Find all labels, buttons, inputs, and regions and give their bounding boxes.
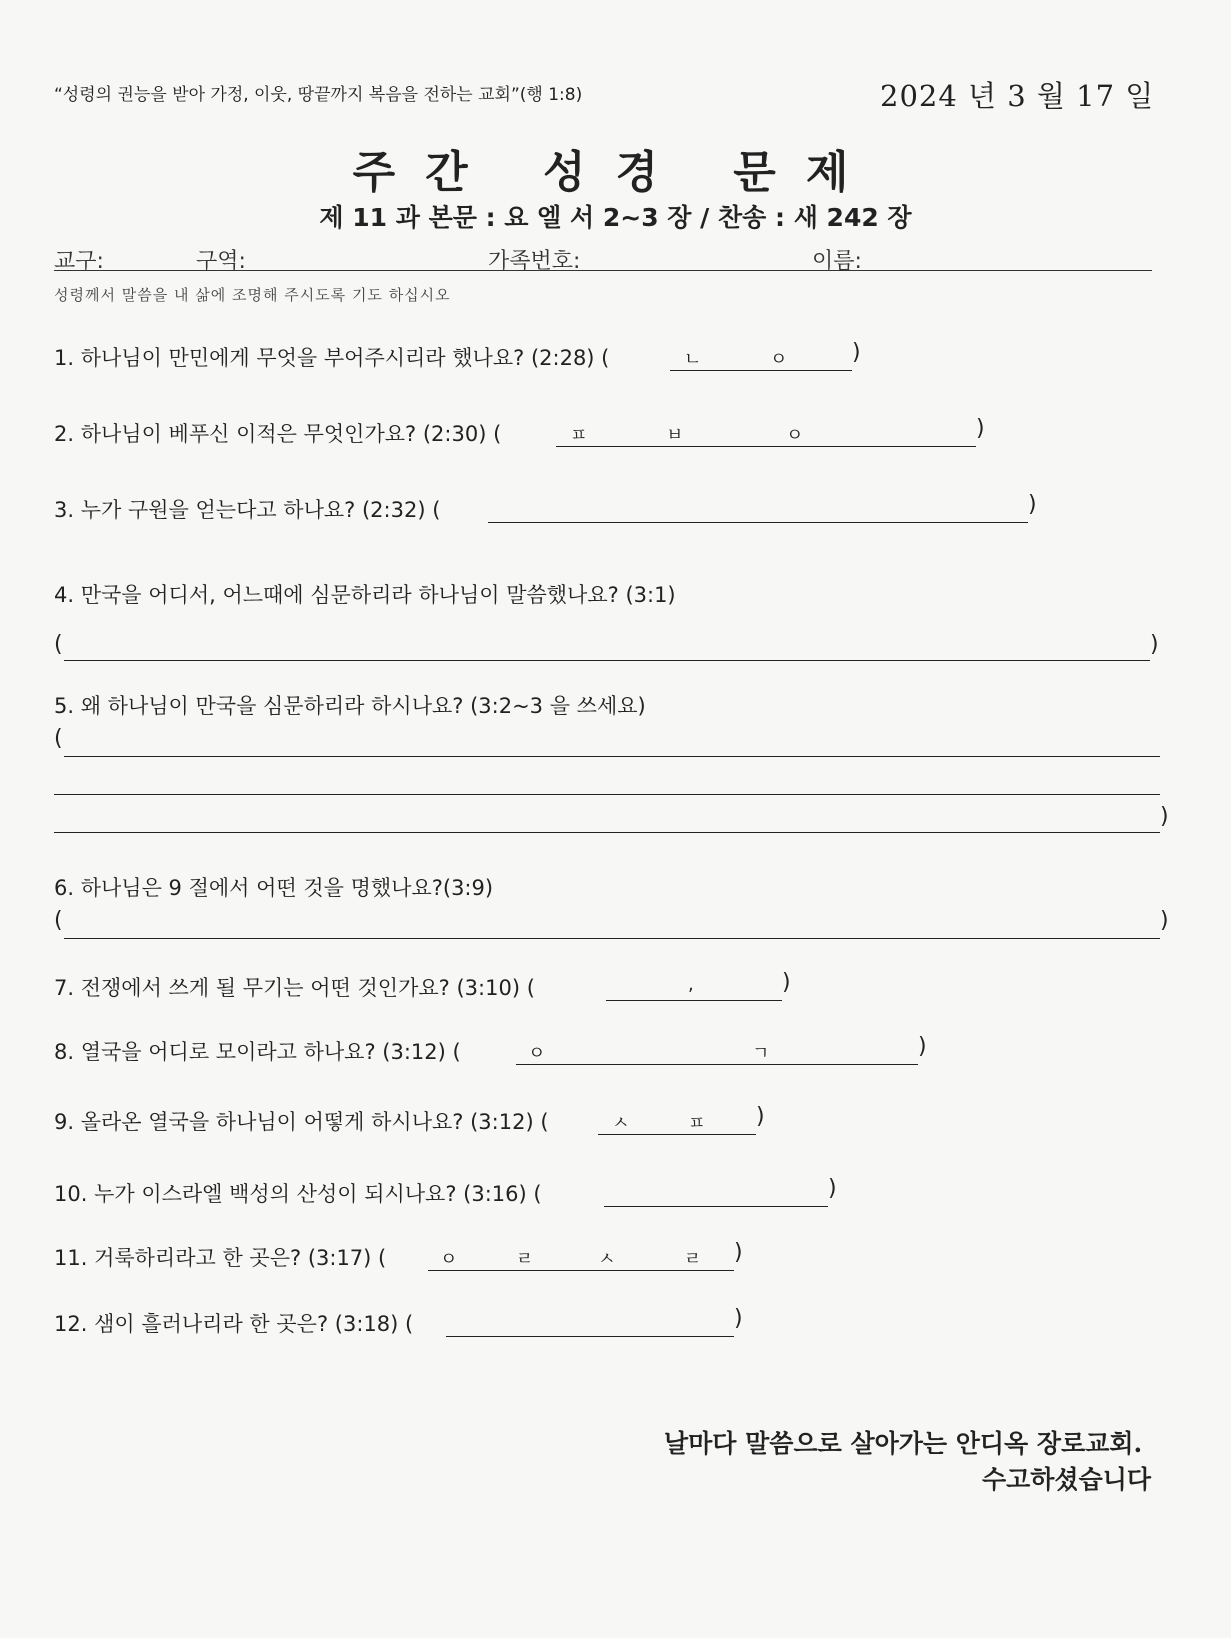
- hint-9-b: ㅍ: [688, 1113, 706, 1134]
- thanks-message: 수고하셨습니다: [982, 1465, 1152, 1494]
- answer-blank-10[interactable]: [604, 1184, 828, 1207]
- hint-2-b: ㅂ: [666, 425, 684, 446]
- answer-blank-3[interactable]: [488, 500, 1028, 523]
- question-9: 9. 올라온 열국을 하나님이 어떻게 하시나요? (3:12) (: [54, 1110, 549, 1134]
- close-paren-1: ): [852, 340, 861, 365]
- question-4: 4. 만국을 어디서, 어느때에 심문하리라 하나님이 말씀했나요? (3:1): [54, 583, 676, 607]
- question-3: 3. 누가 구원을 얻는다고 하나요? (2:32) (: [54, 498, 441, 522]
- hint-1-b: ㅇ: [770, 349, 788, 370]
- close-paren-5: ): [1160, 804, 1169, 829]
- hint-2-a: ㅍ: [570, 425, 588, 446]
- answer-blank-8[interactable]: [516, 1042, 918, 1065]
- page-title: 주간 성경 문제: [352, 147, 879, 198]
- question-6: 6. 하나님은 9 절에서 어떤 것을 명했나요?(3:9): [54, 876, 494, 900]
- hint-11-a: ㅇ: [440, 1249, 458, 1270]
- close-paren-9: ): [756, 1104, 765, 1129]
- open-paren-5: (: [54, 726, 63, 751]
- open-paren-6: (: [54, 908, 63, 933]
- answer-blank-6[interactable]: [64, 916, 1160, 939]
- district-label: 구역:: [196, 249, 246, 274]
- answer-blank-12[interactable]: [446, 1314, 734, 1337]
- question-1: 1. 하나님이 만민에게 무엇을 부어주시리라 했나요? (2:28) (: [54, 346, 610, 370]
- church-closing-line: 날마다 말씀으로 살아가는 안디옥 장로교회.: [664, 1429, 1143, 1458]
- question-11: 11. 거룩하리라고 한 곳은? (3:17) (: [54, 1246, 387, 1270]
- close-paren-11: ): [734, 1240, 743, 1265]
- open-paren-4: (: [54, 632, 63, 657]
- church-motto: “성령의 권능을 받아 가정, 이웃, 땅끝까지 복음을 전하는 교회”(행 1:8): [54, 85, 583, 105]
- answer-blank-7[interactable]: [606, 978, 782, 1001]
- close-paren-12: ): [734, 1306, 743, 1331]
- question-8: 8. 열국을 어디로 모이라고 하나요? (3:12) (: [54, 1040, 461, 1064]
- hint-11-c: ㅅ: [598, 1249, 616, 1270]
- answer-blank-5-line-3[interactable]: [54, 810, 1160, 833]
- question-5: 5. 왜 하나님이 만국을 심문하리라 하시나요? (3:2~3 을 쓰세요): [54, 694, 646, 718]
- family-number-label: 가족번호:: [488, 249, 581, 274]
- close-paren-2: ): [976, 416, 985, 441]
- answer-blank-2[interactable]: [556, 424, 976, 447]
- question-7: 7. 전쟁에서 쓰게 될 무기는 어떤 것인가요? (3:10) (: [54, 976, 535, 1000]
- question-10: 10. 누가 이스라엘 백성의 산성이 되시나요? (3:16) (: [54, 1182, 542, 1206]
- name-label: 이름:: [812, 249, 862, 274]
- close-paren-7: ): [782, 970, 791, 995]
- close-paren-3: ): [1028, 492, 1037, 517]
- hint-2-c: ㅇ: [786, 425, 804, 446]
- question-12: 12. 샘이 흘러나리라 한 곳은? (3:18) (: [54, 1312, 414, 1336]
- close-paren-10: ): [828, 1176, 837, 1201]
- hint-11-d: ㄹ: [684, 1249, 702, 1270]
- hint-9-a: ㅅ: [612, 1113, 630, 1134]
- lesson-subtitle: 제 11 과 본문 : 요 엘 서 2~3 장 / 찬송 : 새 242 장: [319, 203, 912, 232]
- prayer-note: 성령께서 말씀을 내 삶에 조명해 주시도록 기도 하십시오: [54, 286, 451, 304]
- hint-8-a: ㅇ: [528, 1043, 546, 1064]
- info-underline: [54, 270, 1152, 271]
- question-2: 2. 하나님이 베푸신 이적은 무엇인가요? (2:30) (: [54, 422, 502, 446]
- parish-label: 교구:: [54, 249, 104, 274]
- answer-blank-5-line-2[interactable]: [54, 772, 1160, 795]
- worksheet-date: 2024 년 3 월 17 일: [880, 79, 1155, 113]
- answer-blank-5-line-1[interactable]: [64, 734, 1160, 757]
- close-paren-4: ): [1150, 632, 1159, 657]
- hint-8-b: ㄱ: [752, 1043, 770, 1064]
- hint-11-b: ㄹ: [516, 1249, 534, 1270]
- answer-blank-4[interactable]: [64, 638, 1150, 661]
- hint-7-comma: ,: [688, 974, 694, 995]
- close-paren-8: ): [918, 1034, 927, 1059]
- close-paren-6: ): [1160, 908, 1169, 933]
- hint-1-a: ㄴ: [684, 349, 702, 370]
